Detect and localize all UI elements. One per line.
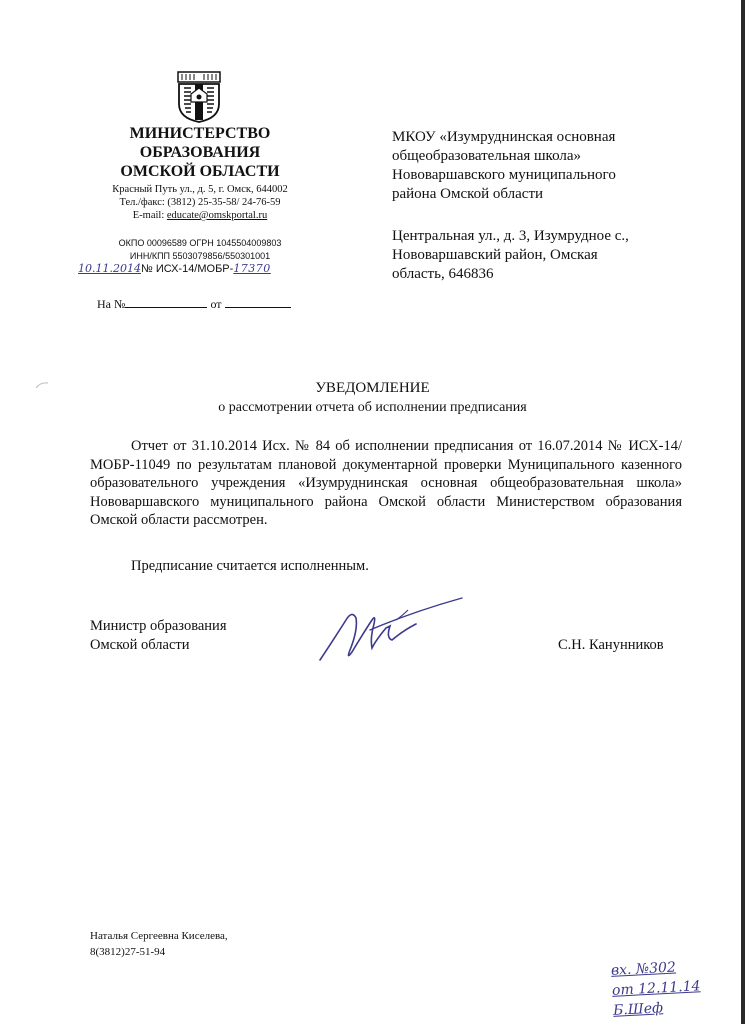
recipient-line3: Нововаршавского муниципального — [392, 167, 616, 183]
recipient-line2: общеобразовательная школа» — [392, 148, 582, 164]
outgoing-number-handwritten: 17370 — [233, 262, 271, 275]
handwritten-signature — [312, 590, 468, 666]
incoming-date: от 12.11.14 — [611, 978, 701, 999]
signer-position-line1: Министр образования — [90, 618, 227, 634]
ministry-name-line1: МИНИСТЕРСТВО — [129, 125, 271, 142]
incoming-initials: Б.Шеф — [612, 1000, 664, 1019]
recipient-addr-line3: область, 646836 — [392, 266, 494, 282]
body-paragraph-2: Предписание считается исполненным. — [131, 558, 369, 574]
signer-position — [90, 617, 226, 655]
executor-phone: 8(3812)27-51-94 — [90, 946, 166, 958]
recipient-addr-line1: Центральная ул., д. 3, Изумрудное с., — [392, 228, 629, 244]
reply-reference — [97, 296, 291, 312]
outgoing-date-handwritten: 10.11.2014 — [78, 262, 141, 275]
ministry-name-line2: ОБРАЗОВАНИЯ — [139, 144, 261, 161]
incoming-registration-mark — [611, 955, 724, 1021]
ministry-address: Красный Путь ул., д. 5, г. Омск, 644002 — [112, 184, 288, 195]
executor-name: Наталья Сергеевна Киселева, — [90, 930, 228, 942]
recipient-addr-line2: Нововаршавский район, Омская — [392, 247, 598, 263]
recipient-address — [392, 227, 692, 284]
ministry-codes — [88, 237, 312, 263]
ministry-contacts — [88, 183, 312, 222]
reply-to-from: от — [210, 297, 222, 311]
outgoing-number — [78, 262, 318, 275]
recipient-name — [392, 128, 692, 204]
document-title: УВЕДОМЛЕНИЕ — [315, 380, 430, 396]
scan-edge — [741, 0, 745, 1024]
email-label: E-mail: — [132, 210, 167, 221]
recipient-line4: района Омской области — [392, 186, 544, 202]
ministry-name — [88, 124, 312, 181]
outgoing-number-prefix: № ИСХ-14/МОБР- — [140, 263, 234, 275]
reply-to-date-blank — [225, 296, 291, 308]
document-subtitle: о рассмотрении отчета об исполнении предписания — [218, 400, 527, 415]
ministry-name-line3: ОМСКОЙ ОБЛАСТИ — [120, 163, 280, 180]
ministry-email-line — [88, 209, 312, 222]
inn-kpp: ИНН/КПП 5503079856/550301001 — [129, 251, 271, 261]
executor-info — [90, 928, 228, 960]
signer-position-line2: Омской области — [90, 637, 190, 653]
body-paragraph-1: Отчет от 31.10.2014 Исх. № 84 об исполнении предписания от 16.07.2014 № ИСХ-14/МОБР-11049 по результатам плановой документарной проверки Муниципального казенного образовательного учреждения «Изумруднинская основная общеобразовательная школа» Нововаршавского муниципального района Омской области Министерством образования Омской области рассмотрен. — [90, 438, 682, 528]
ministry-phone: Тел./факс: (3812) 25-35-58/ 24-76-59 — [119, 197, 281, 208]
coat-of-arms-icon — [176, 70, 222, 124]
email-link[interactable]: educate@omskportal.ru — [166, 210, 268, 221]
signer-name: С.Н. Канунников — [558, 637, 664, 653]
reply-to-prefix: На № — [97, 297, 126, 311]
reply-to-number-blank — [125, 296, 207, 308]
recipient-line1: МКОУ «Изумруднинская основная — [392, 129, 616, 145]
okpo-ogrn: ОКПО 00096589 ОГРН 1045504009803 — [118, 238, 282, 248]
incoming-number: вх. №302 — [610, 959, 677, 979]
